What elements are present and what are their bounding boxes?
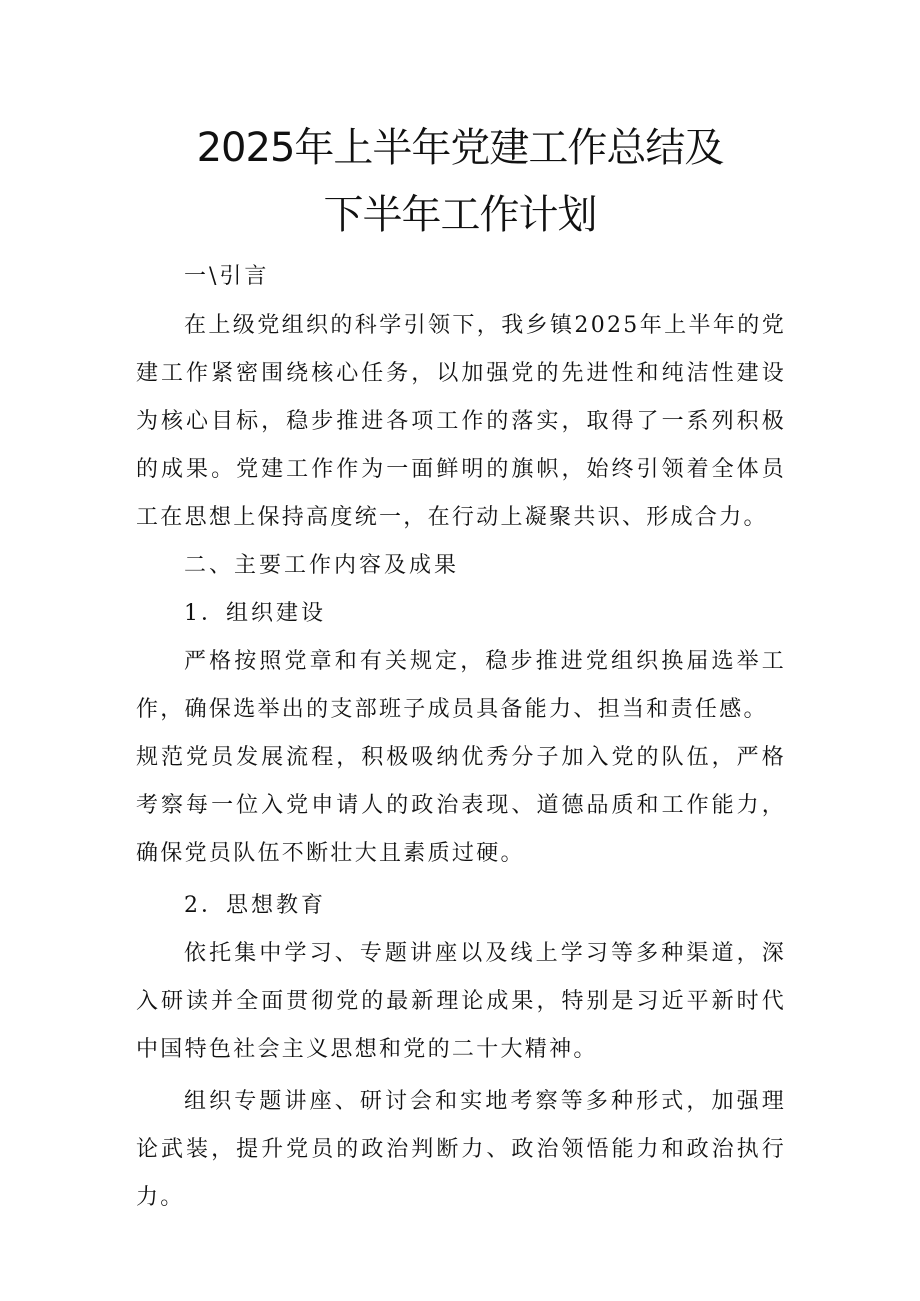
org-building-paragraph-2: 规范党员发展流程，积极吸纳优秀分子加入党的队伍，严格考察每一位入党申请人的政治表现、道德品质和工作能力，确保党员队伍不断壮大且素质过硬。 [136, 745, 786, 866]
ideology-education-paragraph-2: 组织专题讲座、研讨会和实地考察等多种形式，加强理论武装，提升党员的政治判断力、政治领悟能力和政治执行力。 [136, 1089, 786, 1210]
intro-paragraph: 在上级党组织的科学引领下，我乡镇2025年上半年的党建工作紧密围绕核心任务，以加强党的先进性和纯洁性建设为核心目标，稳步推进各项工作的落实，取得了一系列积极的成果。党建工作作为一面鲜明的旗帜，始终引领着全体员工在思想上保持高度统一，在行动上凝聚共识、形成合力。 [136, 313, 786, 530]
org-building-paragraph-1: 严格按照党章和有关规定，稳步推进党组织换届选举工作，确保选举出的支部班子成员具备能力、担当和责任感。 [136, 649, 786, 722]
main-work-heading: 二、主要工作内容及成果 [184, 553, 460, 578]
document-title-line-2: 下半年工作计划 [323, 192, 597, 238]
ideology-education-paragraph-1: 依托集中学习、专题讲座以及线上学习等多种渠道，深入研读并全面贯彻党的最新理论成果，特别是习近平新时代中国特色社会主义思想和党的二十大精神。 [136, 941, 786, 1062]
ideology-education-heading: 2．思想教育 [184, 893, 326, 918]
intro-heading: 一\引言 [184, 264, 270, 289]
org-building-heading: 1．组织建设 [184, 601, 326, 626]
document-title-line-1: 2025年上半年党建工作总结及 [196, 125, 724, 171]
